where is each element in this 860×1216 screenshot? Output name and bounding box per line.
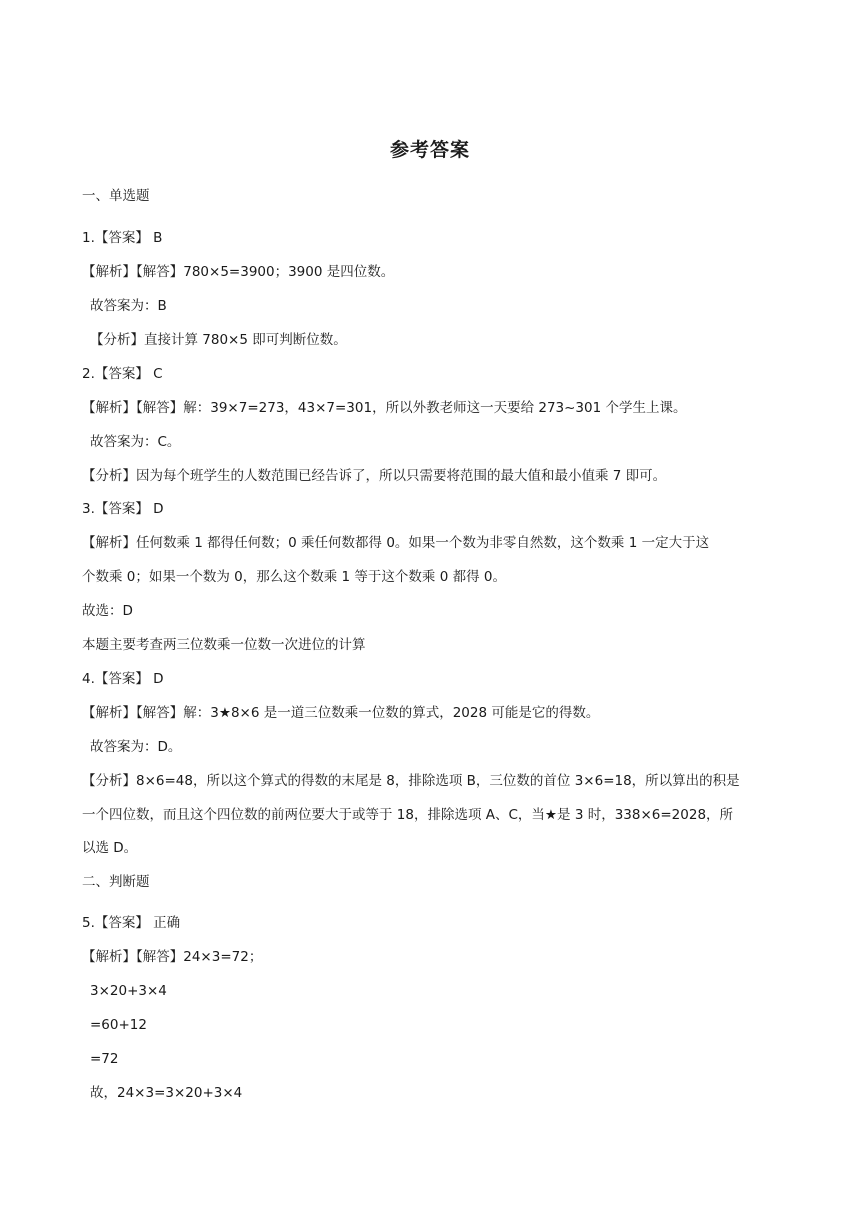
q4-explanation-line2: 一个四位数，而且这个四位数的前两位要大于或等于 18，排除选项 A、C，当★是 3 时，338×6=2028，所 <box>82 807 734 823</box>
q5-analysis: 【解析】【解答】24×3=72； <box>82 949 263 965</box>
q5-step1: 3×20+3×4 <box>90 983 167 999</box>
q1-answer: 1.【答案】 B <box>82 230 163 246</box>
q2-analysis: 【解析】【解答】解：39×7=273，43×7=301，所以外教老师这一天要给 273~301 个学生上课。 <box>82 400 687 416</box>
q4-analysis: 【解析】【解答】解：3★8×6 是一道三位数乘一位数的算式，2028 可能是它的得数。 <box>82 705 600 721</box>
q4-explanation-line3: 以选 D。 <box>82 840 138 856</box>
q3-conclusion: 故选：D <box>82 603 133 619</box>
q5-answer: 5.【答案】 正确 <box>82 915 181 931</box>
q5-step3: =72 <box>90 1051 119 1067</box>
q3-note: 本题主要考查两三位数乘一位数一次进位的计算 <box>82 637 366 653</box>
q3-answer: 3.【答案】 D <box>82 501 164 517</box>
q1-explanation: 【分析】直接计算 780×5 即可判断位数。 <box>90 332 347 348</box>
q5-conclusion: 故，24×3=3×20+3×4 <box>90 1085 243 1101</box>
q1-analysis: 【解析】【解答】780×5=3900；3900 是四位数。 <box>82 264 395 280</box>
q3-analysis-line1: 【解析】任何数乘 1 都得任何数；0 乘任何数都得 0。如果一个数为非零自然数，这个数乘 1 一定大于这 <box>82 535 710 551</box>
page-title: 参考答案 <box>389 139 470 161</box>
q2-answer: 2.【答案】 C <box>82 366 163 382</box>
q2-conclusion: 故答案为：C。 <box>90 434 181 450</box>
q5-step2: =60+12 <box>90 1017 147 1033</box>
section-heading-true-false: 二、判断题 <box>82 874 150 890</box>
q4-explanation-line1: 【分析】8×6=48，所以这个算式的得数的末尾是 8，排除选项 B，三位数的首位 3×6=18，所以算出的积是 <box>82 773 740 789</box>
section-heading-single-choice: 一、单选题 <box>82 188 150 204</box>
q2-explanation: 【分析】因为每个班学生的人数范围已经告诉了，所以只需要将范围的最大值和最小值乘 7 即可。 <box>82 468 667 484</box>
q4-conclusion: 故答案为：D。 <box>90 739 182 755</box>
q3-analysis-line2: 个数乘 0；如果一个数为 0，那么这个数乘 1 等于这个数乘 0 都得 0。 <box>82 569 506 585</box>
q4-answer: 4.【答案】 D <box>82 671 164 687</box>
q1-conclusion: 故答案为：B <box>90 298 167 314</box>
